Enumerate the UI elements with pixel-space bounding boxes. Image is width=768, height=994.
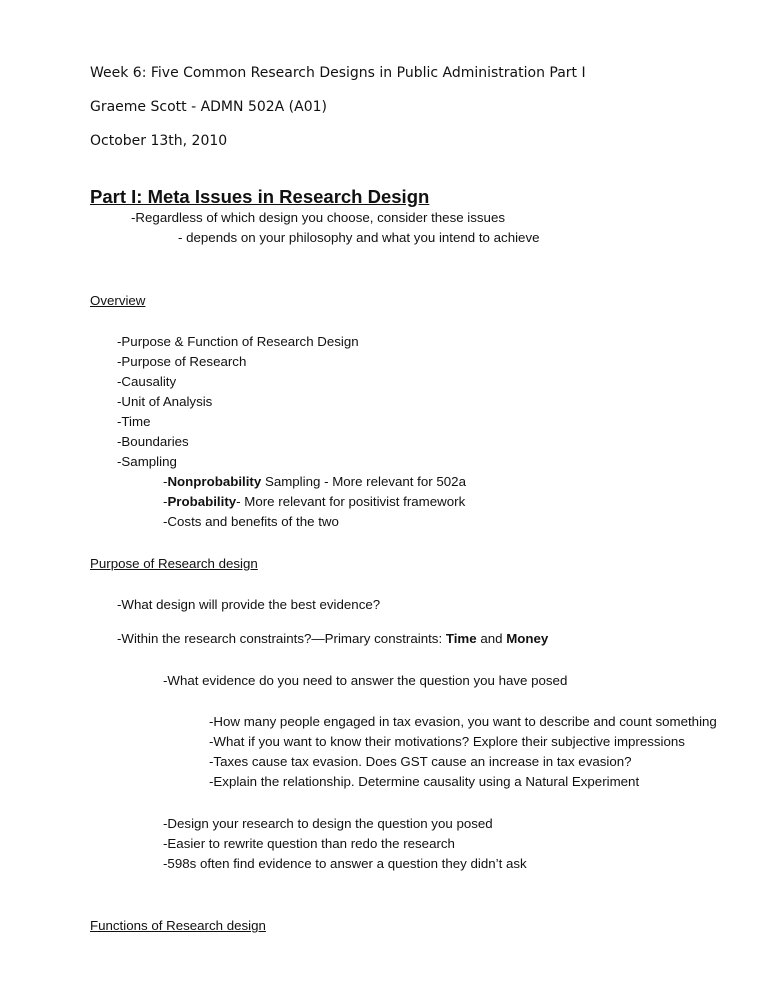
note-item: -Design your research to design the question you posed [163, 816, 493, 831]
list-item: -Time [117, 414, 151, 429]
intro-subline: - depends on your philosophy and what you intend to achieve [178, 230, 540, 245]
date-line: October 13th, 2010 [90, 133, 228, 149]
list-item: -Unit of Analysis [117, 394, 213, 409]
example-item: -Explain the relationship. Determine causality using a Natural Experiment [209, 774, 640, 789]
sampling-item: -Nonprobability Sampling - More relevant for 502a [163, 474, 466, 489]
purpose-evidence: -What evidence do you need to answer the question you have posed [163, 673, 568, 688]
list-item: -Boundaries [117, 434, 189, 449]
purpose-constraints: -Within the research constraints?—Primary constraints: Time and Money [117, 631, 549, 646]
list-item: -Purpose & Function of Research Design [117, 334, 359, 349]
document-title: Week 6: Five Common Research Designs in Public Administration Part I [90, 65, 586, 81]
list-item: -Causality [117, 374, 177, 389]
functions-heading: Functions of Research design [90, 918, 266, 933]
example-item: -What if you want to know their motivations? Explore their subjective impressions [209, 734, 685, 749]
note-item: -Easier to rewrite question than redo the research [163, 836, 455, 851]
example-item: -Taxes cause tax evasion. Does GST cause an increase in tax evasion? [209, 754, 632, 769]
intro-line: -Regardless of which design you choose, consider these issues [131, 210, 505, 225]
purpose-question: -What design will provide the best evidence? [117, 597, 381, 612]
example-item: -How many people engaged in tax evasion, you want to describe and count something [209, 714, 717, 729]
sampling-item: -Costs and benefits of the two [163, 514, 339, 529]
note-item: -598s often find evidence to answer a question they didn’t ask [163, 856, 527, 871]
purpose-heading: Purpose of Research design [90, 556, 258, 571]
sampling-item: -Probability- More relevant for positivist framework [163, 494, 466, 509]
list-item: -Sampling [117, 454, 177, 469]
part1-heading: Part I: Meta Issues in Research Design [90, 186, 430, 207]
list-item: -Purpose of Research [117, 354, 247, 369]
author-line: Graeme Scott - ADMN 502A (A01) [90, 99, 328, 115]
overview-heading: Overview [90, 293, 146, 308]
